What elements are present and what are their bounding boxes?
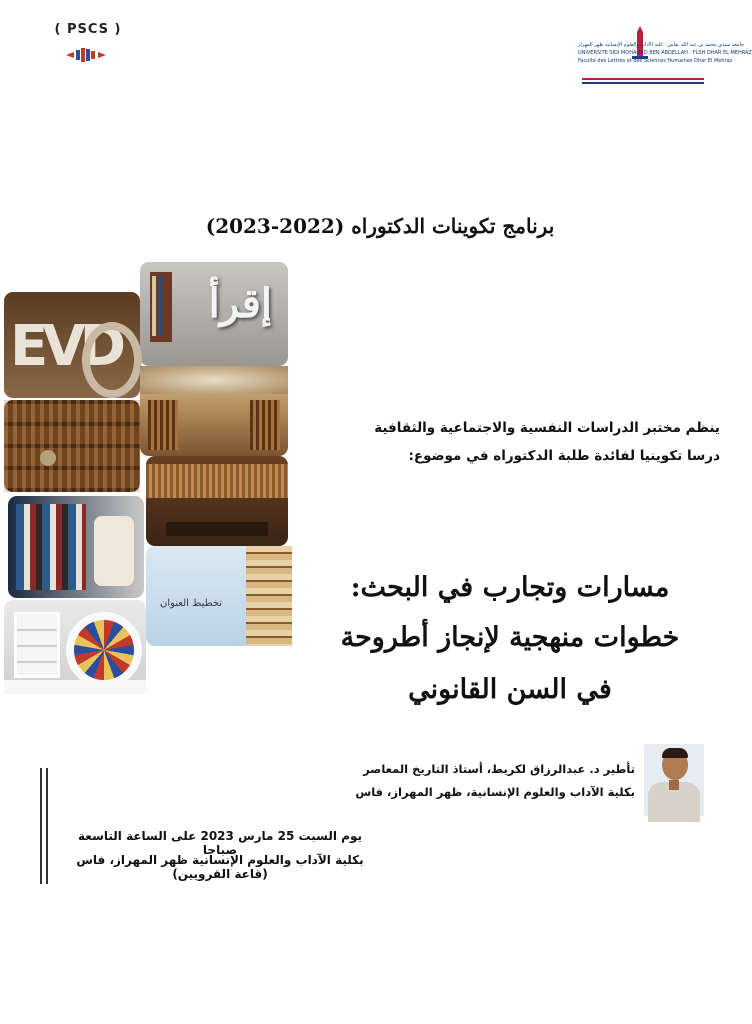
university-logo: جامعة سيدي محمد بن عبد الله بفاس · كلية الآداب والعلوم الإنسانية ظهر المهراز UNIVERSITE SIDI MOHAMED BEN ABDELLAH · FLSH DHAR EL MEHRAZ Faculté des Lettres et des Sciences Humaines Dhar El Mehraz: [578, 26, 708, 90]
vertical-divider: [40, 768, 42, 884]
collage-sign-image: [140, 262, 288, 366]
topic-title-line-1: مسارات وتجارب في البحث:: [350, 572, 670, 603]
pscs-logo-text: ( PSCS ): [54, 22, 122, 37]
collage-sign-text: إقرأ: [208, 280, 272, 327]
vertical-divider: [46, 768, 48, 884]
collage-reading-room-image: [146, 456, 288, 546]
collage-bookshelf-image: [4, 400, 140, 492]
collage-ornate-library-image: [140, 366, 288, 456]
mentor-line-2: بكلية الآداب والعلوم الإنسانية، ظهر المهراز، فاس: [355, 785, 635, 799]
mentor-line-1: تأطير د. عبدالرزاق لكريط، أستاذ التاريخ المعاصر: [363, 762, 635, 776]
collage-book-pick-image: [8, 496, 144, 598]
collage-slide-image: [146, 546, 292, 646]
topic-title-line-3: في السن القانوني: [408, 674, 612, 705]
collage-slide-title: تخطيط العنوان: [160, 598, 223, 609]
organizer-line-2: درسا تكوينيا لفائدة طلبة الدكتوراه في موضوع:: [408, 448, 720, 464]
program-title: برنامج تكوينات الدكتوراه (2022-2023): [205, 214, 555, 238]
collage-read-wall-image: EVD: [4, 292, 140, 398]
schedule-venue-line: بكلية الآداب والعلوم الإنسانية ظهر المهراز، فاس (قاعة القرويين): [76, 853, 364, 881]
organizer-line-1: ينظم مختبر الدراسات النفسية والاجتماعية والثقافية: [374, 420, 720, 436]
mentor-photo: [644, 744, 704, 816]
topic-title-line-2: خطوات منهجية لإنجاز أطروحة: [340, 622, 680, 653]
schedule-date-line: يوم السبت 25 مارس 2023 على الساعة التاسعة صباحا: [78, 829, 362, 857]
collage-creative-shelves-image: [4, 600, 146, 694]
pscs-logo-icon: [64, 46, 108, 64]
